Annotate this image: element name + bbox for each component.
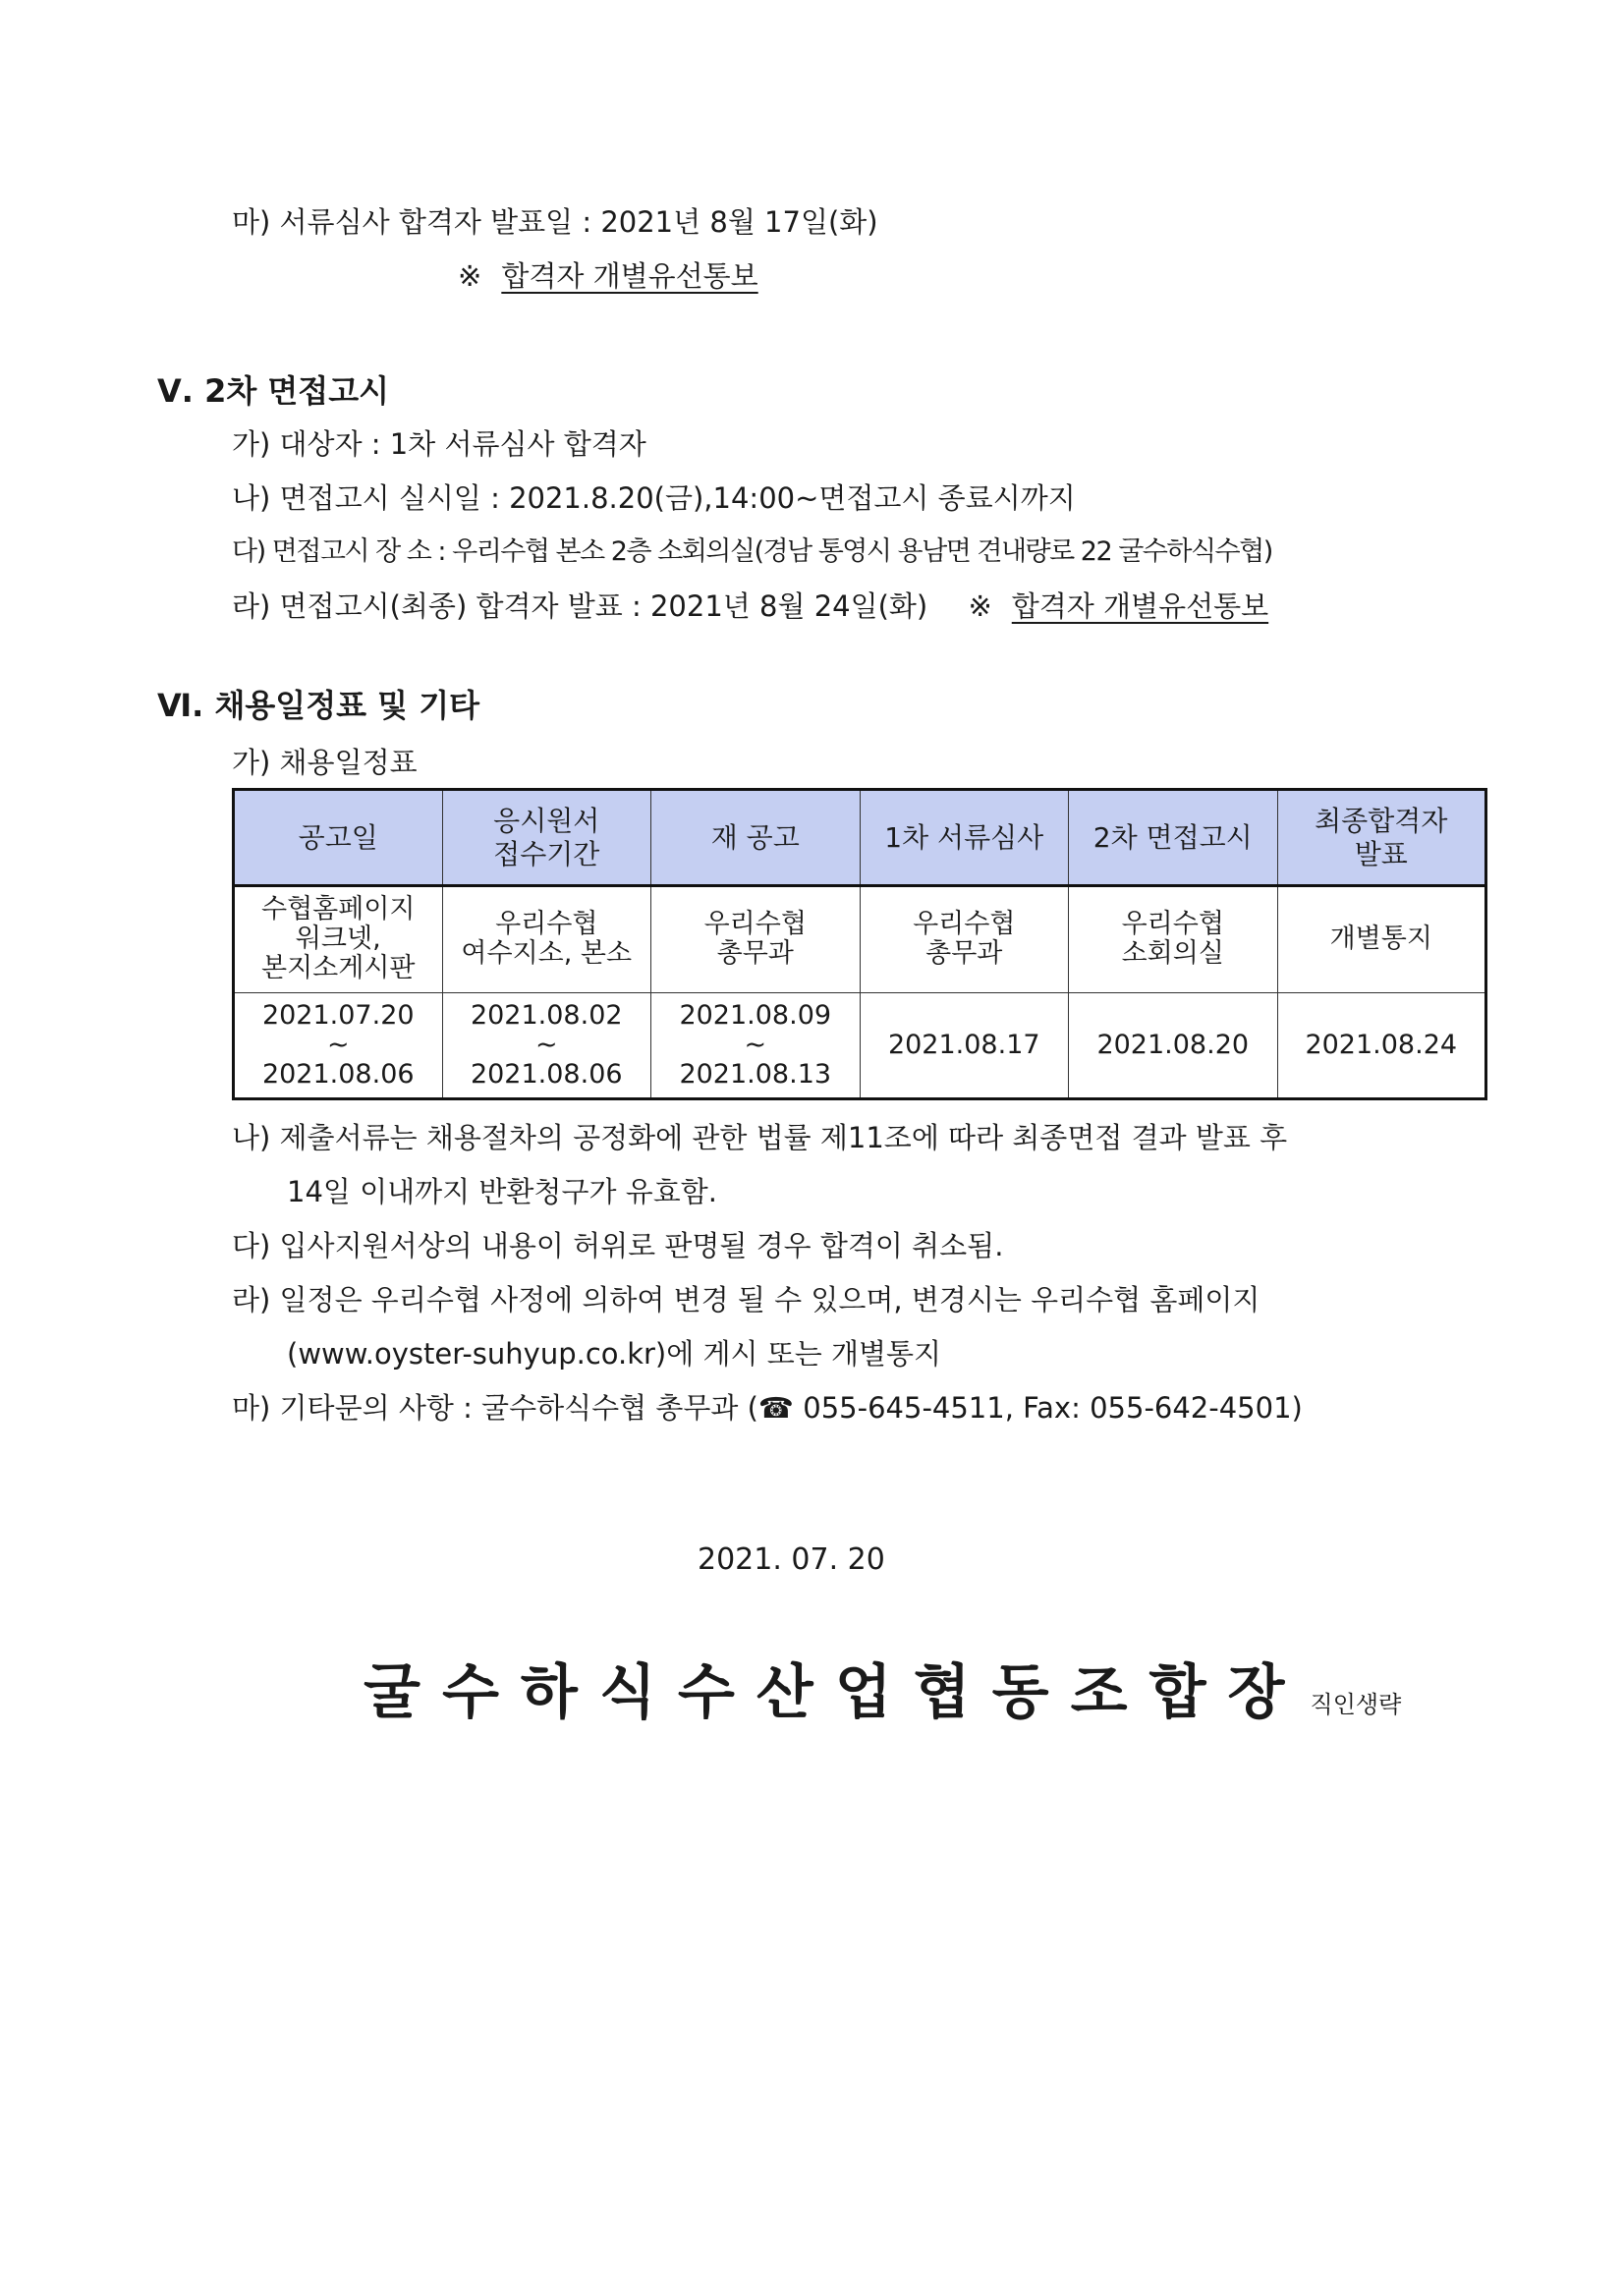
table-row (234, 886, 1486, 992)
header-cell: 2차 면접고시 (1069, 790, 1278, 886)
final-announcement-text: 라) 면접고시(최종) 합격자 발표 : 2021년 8월 24일(화) (232, 589, 928, 623)
documents-return-line-2: 14일 이내까지 반환청구가 유효함. (287, 1175, 717, 1208)
note-mark: ※ (458, 259, 482, 293)
note-text: 합격자 개별유선통보 (501, 259, 758, 293)
header-cell: 재 공고 (651, 790, 861, 886)
section-6-heading: Ⅵ. 채용일정표 및 기타 (157, 687, 480, 724)
final-note-text: 합격자 개별유선통보 (1011, 589, 1269, 623)
table-header-row (234, 790, 1486, 886)
table-cell: 2021.08.02 ~ 2021.08.06 (442, 992, 651, 1098)
false-info-notice: 다) 입사지원서상의 내용이 허위로 판명될 경우 합격이 취소됨. (232, 1229, 1004, 1262)
interview-target: 가) 대상자 : 1차 서류심사 합격자 (232, 427, 646, 461)
table-cell: 2021.08.24 (1277, 992, 1486, 1098)
header-cell: 최종합격자 발표 (1277, 790, 1486, 886)
table-cell: 2021.08.09 ~ 2021.08.13 (651, 992, 861, 1098)
schedule-label: 가) 채용일정표 (232, 746, 418, 779)
document-date: 2021. 07. 20 (698, 1542, 885, 1577)
seal-omitted-note: 직인생략 (1310, 1691, 1402, 1718)
issuer-signature (364, 1658, 1401, 1739)
schedule-change-line-1: 라) 일정은 우리수협 사정에 의하여 변경 될 수 있으며, 변경시는 우리수협 홈페이지 (232, 1283, 1260, 1316)
table-cell: 2021.08.20 (1069, 992, 1278, 1098)
announcement-note (458, 258, 758, 294)
table-cell: 우리수협 총무과 (860, 886, 1069, 992)
table-cell: 우리수협 여수지소, 본소 (442, 886, 651, 992)
schedule-table (232, 788, 1487, 1100)
table-cell: 우리수협 소회의실 (1069, 886, 1278, 992)
interview-location: 다) 면접고시 장 소 : 우리수협 본소 2층 소회의실(경남 통영시 용남면 견내량로 22 굴수하식수협) (232, 536, 1272, 567)
header-cell: 응시원서 접수기간 (442, 790, 651, 886)
announcement-date-line: 마) 서류심사 합격자 발표일 : 2021년 8월 17일(화) (232, 205, 878, 239)
contact-info: 마) 기타문의 사항 : 굴수하식수협 총무과 (☎ 055-645-4511, Fax: 055-642-4501) (232, 1391, 1303, 1425)
final-note-mark: ※ (968, 589, 992, 623)
issuer-name: 굴수하식수산업협동조합장 (364, 1658, 1307, 1727)
header-cell: 공고일 (234, 790, 443, 886)
table-cell: 수협홈페이지 워크넷, 본지소게시판 (234, 886, 443, 992)
interview-date: 나) 면접고시 실시일 : 2021.8.20(금),14:00~면접고시 종료시까지 (232, 481, 1076, 515)
schedule-change-line-2: (www.oyster-suhyup.co.kr)에 게시 또는 개별통지 (287, 1337, 942, 1371)
table-cell: 개별통지 (1277, 886, 1486, 992)
table-row (234, 992, 1486, 1098)
section-5-heading: Ⅴ. 2차 면접고시 (157, 372, 390, 410)
header-cell: 1차 서류심사 (860, 790, 1069, 886)
table-cell: 2021.07.20 ~ 2021.08.06 (234, 992, 443, 1098)
table-cell: 2021.08.17 (860, 992, 1069, 1098)
final-announcement (232, 588, 1268, 624)
documents-return-line-1: 나) 제출서류는 채용절차의 공정화에 관한 법률 제11조에 따라 최종면접 결과 발표 후 (232, 1121, 1288, 1154)
table-cell: 우리수협 총무과 (651, 886, 861, 992)
